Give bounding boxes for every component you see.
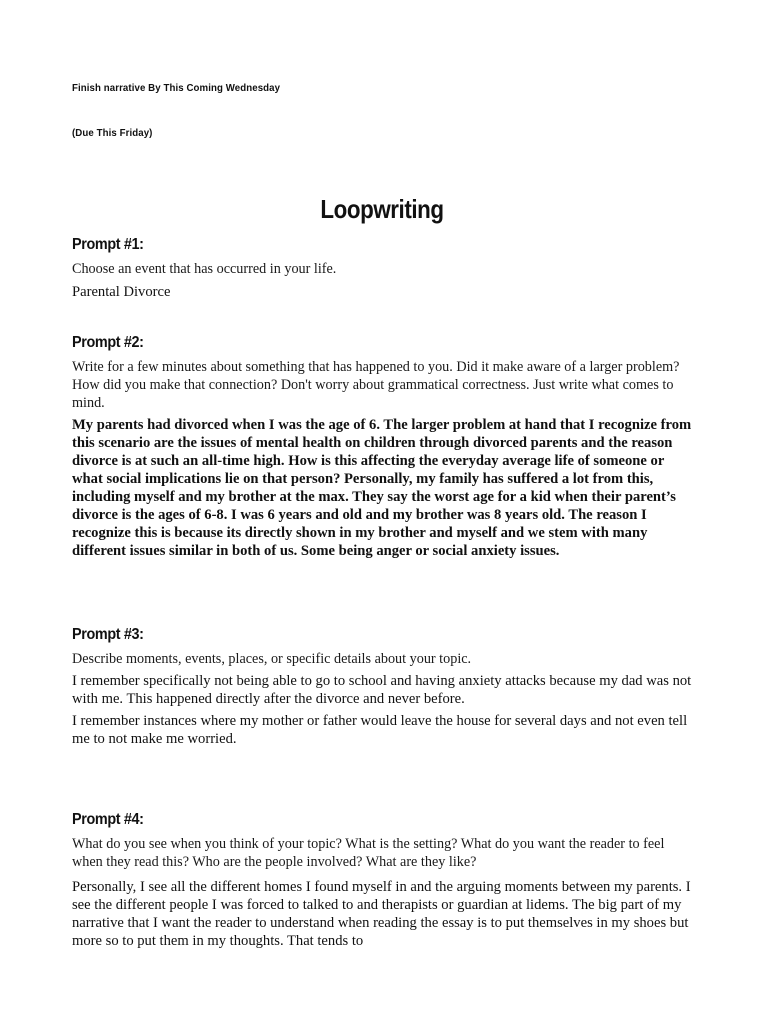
prompt-heading: Prompt #2: [72, 334, 144, 351]
prompt-section-2 [72, 334, 698, 564]
deadline-note: Finish narrative By This Coming Wednesday [72, 82, 281, 94]
prompt-section-4 [72, 811, 698, 954]
prompt-heading: Prompt #4: [72, 811, 144, 828]
due-date-note: (Due This Friday) [72, 127, 153, 139]
prompt-question: Choose an event that has occurred in your life. [72, 261, 337, 277]
prompt-question: Describe moments, events, places, or specific details about your topic. [72, 651, 472, 667]
prompt-section-1 [72, 236, 698, 305]
prompt-question: Write for a few minutes about something that has happened to you. Did it make aware of a larger problem? How did you make that connection? Don't worry about grammatical correctness. Just write what comes to mind. [72, 359, 680, 411]
prompt-section-3 [72, 626, 698, 752]
document-title: Loopwriting [320, 194, 444, 224]
prompt-question: What do you see when you think of your topic? What is the setting? What do you want the reader to feel when they read this? Who are the people involved? What are they like? [72, 836, 665, 870]
prompt-answer: Personally, I see all the different homes I found myself in and the arguing moments between my parents. I see the different people I was forced to talked to and therapists or guardian at lidems. The big part of my narrative that I want the reader to understand when reading the essay is to put themselves in my shoes but more so to put them in my thoughts. That tends to [72, 879, 691, 949]
prompt-answer: Parental Divorce [72, 284, 171, 300]
prompt-answer: I remember specifically not being able to go to school and having anxiety attacks because my dad was not with me. This happened directly after the divorce and never before. [72, 673, 692, 707]
prompt-heading: Prompt #1: [72, 236, 144, 253]
prompt-heading: Prompt #3: [72, 626, 144, 643]
prompt-answer: I remember instances where my mother or father would leave the house for several days and not even tell me to not make me worried. [72, 713, 688, 747]
prompt-answer: My parents had divorced when I was the age of 6. The larger problem at hand that I recognize from this scenario are the issues of mental health on children through divorced parents and the reason divorce is at such an all-time high. How is this affecting the everyday average life of someone or what social implications lie on that person? Personally, my family has suffered a lot from this, including myself and my brother at the max. They say the worst age for a kid when their parent’s divorce is the ages of 6-8. I was 6 years and old and my brother was 8 years old. The reason I recognize this is because its directly shown in my brother and myself and we stem with many different issues similar in both of us. Some being anger or social anxiety issues. [72, 417, 692, 559]
